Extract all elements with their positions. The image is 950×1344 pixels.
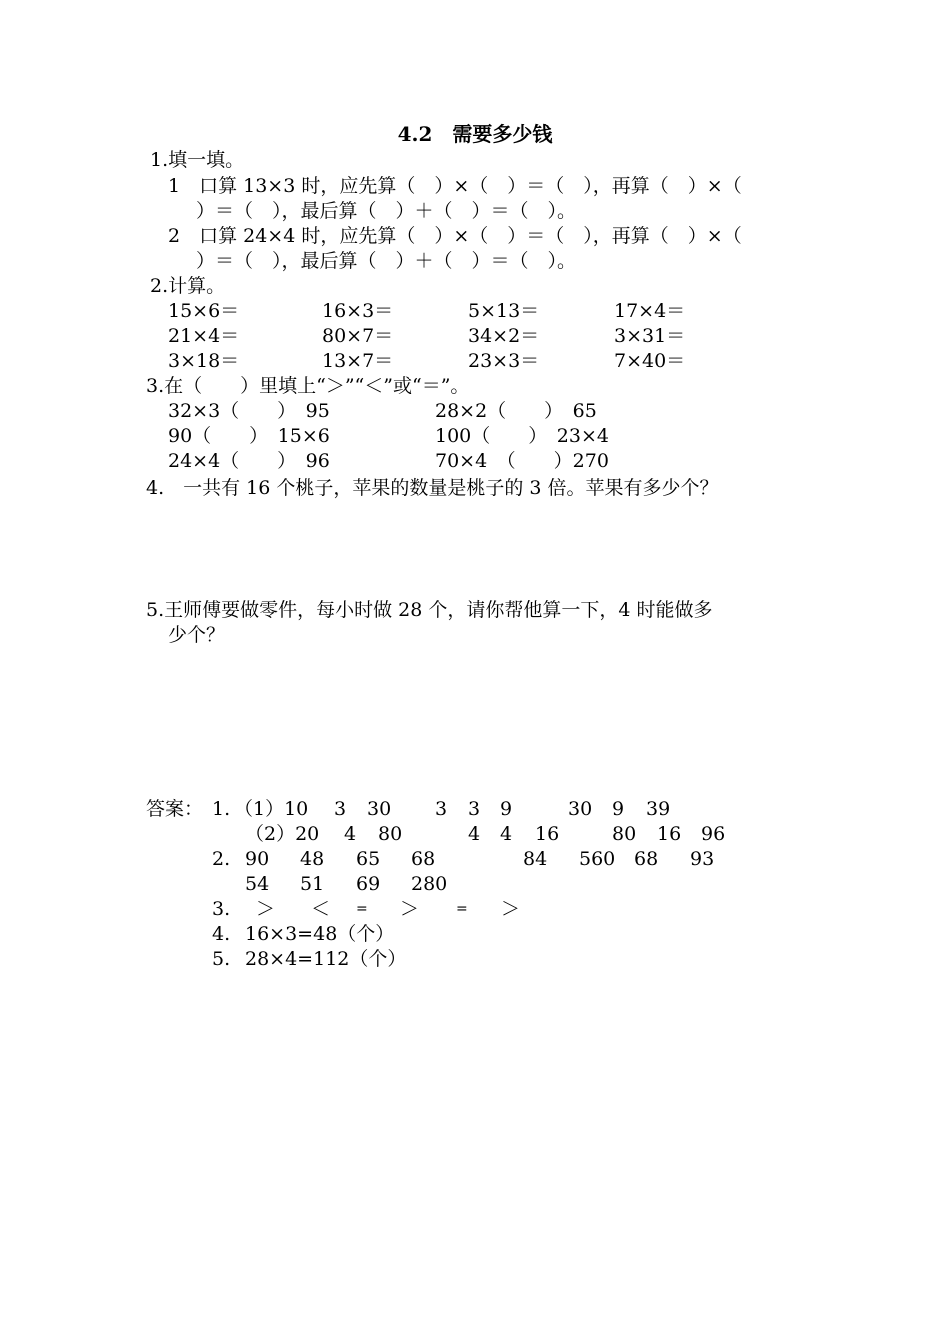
answer-value: 65	[356, 848, 381, 870]
page-title: 4.2 需要多少钱	[397, 122, 553, 146]
q2-item: 7×40＝	[614, 350, 686, 372]
q2-item: 17×4＝	[614, 300, 686, 322]
answer-value: =	[356, 901, 368, 917]
answer-value: 30	[367, 798, 392, 820]
answer-value: 9	[500, 798, 513, 820]
q2-item: 80×7＝	[322, 325, 394, 347]
answer-value: 80	[378, 823, 403, 845]
answer-3-prefix: 3.	[212, 898, 231, 920]
q1-heading: 1.填一填。	[150, 149, 245, 171]
answer-value: 280	[411, 873, 448, 895]
answer-value: 80	[612, 823, 637, 845]
q5-line1: 5.王师傅要做零件，每小时做 28 个，请你帮他算一下，4 时能做多	[146, 599, 713, 621]
q3-item: 24×4（ ） 96	[168, 450, 330, 472]
answer-5-prefix: 5.	[212, 948, 231, 970]
answer-2-prefix: 2.	[212, 848, 231, 870]
answer-value: ＞	[501, 898, 521, 920]
answer-value: 4	[468, 823, 481, 845]
answer-4-value: 16×3=48（个）	[245, 923, 395, 945]
q3-heading: 3.在（ ）里填上“＞”“＜”或“＝”。	[146, 375, 470, 397]
answer-value: 90	[245, 848, 270, 870]
q1-item1-line2: ）＝（ ），最后算（ ）＋（ ）＝（ ）。	[196, 200, 577, 222]
answer-value: （1）10	[234, 798, 309, 820]
q3-item: 70×4 （ ）270	[435, 450, 609, 472]
q2-heading: 2.计算。	[150, 275, 226, 297]
answer-value: =	[456, 901, 468, 917]
answer-value: 30	[568, 798, 593, 820]
q5-line2: 少个？	[168, 624, 226, 646]
q2-item: 21×4＝	[168, 325, 240, 347]
answer-value: 84	[523, 848, 548, 870]
answer-value: ＞	[256, 898, 276, 920]
answer-value: 560	[579, 848, 616, 870]
answer-value: 9	[612, 798, 625, 820]
q2-item: 15×6＝	[168, 300, 240, 322]
answer-4-prefix: 4.	[212, 923, 231, 945]
answer-value: 3	[334, 798, 347, 820]
answer-value: 4	[500, 823, 513, 845]
answer-value: 4	[344, 823, 357, 845]
answer-5-value: 28×4=112（个）	[245, 948, 407, 970]
q2-item: 23×3＝	[468, 350, 540, 372]
q2-item: 3×31＝	[614, 325, 686, 347]
answer-value: 54	[245, 873, 270, 895]
answer-value: 51	[300, 873, 325, 895]
q4-text: 4. 一共有 16 个桃子，苹果的数量是桃子的 3 倍。苹果有多少个？	[146, 477, 719, 499]
q3-item: 28×2（ ） 65	[435, 400, 597, 422]
q2-item: 3×18＝	[168, 350, 240, 372]
answers-label: 答案：	[146, 798, 204, 820]
answer-value: 68	[634, 848, 659, 870]
answer-value: ＜	[311, 898, 331, 920]
answer-value: 16	[535, 823, 560, 845]
q2-item: 13×7＝	[322, 350, 394, 372]
answer-value: 3	[435, 798, 448, 820]
answer-value: 48	[300, 848, 325, 870]
answer-1-prefix: 1.	[212, 798, 231, 820]
q2-item: 34×2＝	[468, 325, 540, 347]
q1-item1-line1: 1 口算 13×3 时，应先算（ ）×（ ）＝（ ），再算（ ）×（	[168, 175, 742, 197]
q3-item: 100（ ） 23×4	[435, 425, 609, 447]
answer-value: 93	[690, 848, 715, 870]
q3-item: 32×3（ ） 95	[168, 400, 330, 422]
answer-value: （2）20	[245, 823, 320, 845]
q1-item2-line2: ）＝（ ），最后算（ ）＋（ ）＝（ ）。	[196, 250, 577, 272]
answer-value: 69	[356, 873, 381, 895]
q2-item: 16×3＝	[322, 300, 394, 322]
answer-value: 39	[646, 798, 671, 820]
q1-item2-line1: 2 口算 24×4 时，应先算（ ）×（ ）＝（ ），再算（ ）×（	[168, 225, 742, 247]
answer-value: 3	[468, 798, 481, 820]
q2-item: 5×13＝	[468, 300, 540, 322]
q3-item: 90（ ） 15×6	[168, 425, 330, 447]
answer-value: 68	[411, 848, 436, 870]
answer-value: 16	[657, 823, 682, 845]
answer-value: ＞	[400, 898, 420, 920]
answer-value: 96	[701, 823, 726, 845]
